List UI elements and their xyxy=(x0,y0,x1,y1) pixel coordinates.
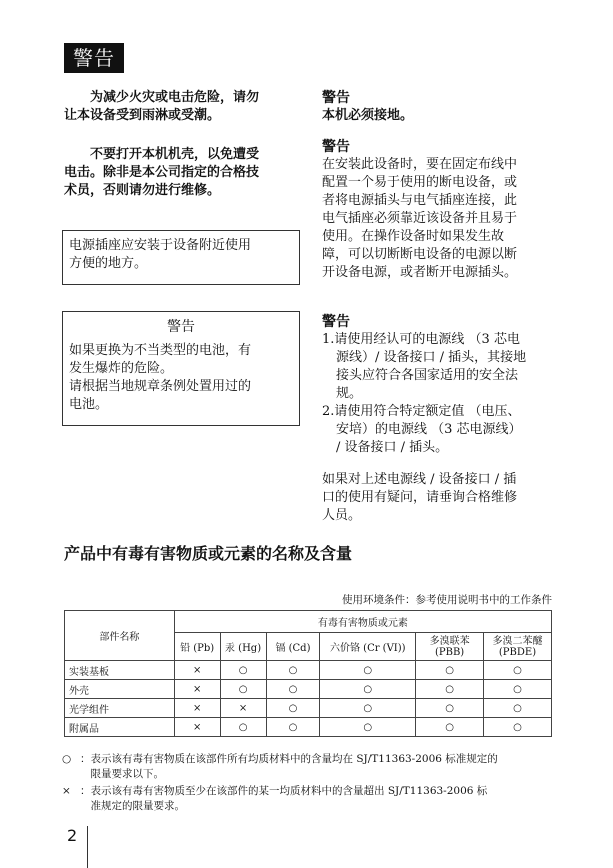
table-cell: ○ xyxy=(220,718,266,737)
battery-warning-text: 如果更换为不当类型的电池，有 发生爆炸的危险。 请根据当地规章条例处置用过的 电池。 xyxy=(69,343,252,412)
table-cell: ○ xyxy=(416,699,484,718)
legend-circle xyxy=(62,752,554,784)
column-header: 镉 (Cd) xyxy=(266,633,320,661)
disconnect-warning-text: 在安装此设备时，要在固定布线中 配置一个易于使用的断电设备，或 者将电源插头与电气插座连接，此 电气插座必须靠近该设备并且易于 使用。在操作设备时如果发生故 障，可以切断断电设备的电源以断 开设备电源，或者断开电源插头。 xyxy=(322,157,518,280)
substances-group-header: 有毒有害物质或元素 xyxy=(174,611,551,633)
table-cell: ○ xyxy=(266,718,320,737)
outlet-notice-text: 电源插座应安装于设备附近使用 方便的地方。 xyxy=(69,238,252,271)
table-cell: ○ xyxy=(484,680,552,699)
cabinet-warning: 不要打开本机机壳，以免遭受 电击。除非是本公司指定的合格技 术员，否则请勿进行维修。 xyxy=(64,147,260,198)
list-item: 2.请使用符合特定额定值 （电压、 安培）的电源线 （3 芯电源线） / 设备接口 / 插头。 xyxy=(322,404,522,455)
table-cell: ○ xyxy=(266,699,320,718)
table-cell: ○ xyxy=(416,680,484,699)
part-name: 实装基板 xyxy=(65,661,175,680)
page-divider xyxy=(87,826,88,868)
table-cell: ○ xyxy=(220,661,266,680)
fire-shock-warning: 为减少火灾或电击危险，请勿 让本设备受到雨淋或受潮。 xyxy=(64,90,260,123)
table-cell: ○ xyxy=(266,680,320,699)
table-cell: ○ xyxy=(416,661,484,680)
power-cord-footer: 如果对上述电源线 / 设备接口 / 插 口的使用有疑问，请垂询合格维修 人员。 xyxy=(322,472,518,523)
list-item: 1.请使用经认可的电源线 （3 芯电 源线）/ 设备接口 / 插头，其接地 接头应符合各国家适用的安全法 规。 xyxy=(322,332,527,401)
legend-text: ：表示该有毒有害物质至少在该部件的某一均质材料中的含量超出 SJ/T11363-2006 标 准规定的限量要求。 xyxy=(80,785,488,812)
column-header: 六价铬 (Cr (VI)) xyxy=(320,633,416,661)
battery-warning-box xyxy=(62,311,300,426)
operating-conditions: 使用环境条件：参考使用说明书中的工作条件 xyxy=(342,594,552,606)
legend-cross xyxy=(62,784,554,816)
disconnect-warning xyxy=(322,138,562,282)
table-cell: × xyxy=(174,680,220,699)
cross-symbol: × xyxy=(62,785,71,797)
grounding-warning-text: 本机必须接地。 xyxy=(322,108,414,123)
table-cell: × xyxy=(174,718,220,737)
grounding-warning-title: 警告 xyxy=(322,90,350,106)
grounding-warning xyxy=(322,89,562,125)
table-cell: × xyxy=(174,661,220,680)
warning-banner: 警告 xyxy=(64,43,124,73)
part-name: 外壳 xyxy=(65,680,175,699)
table-cell: ○ xyxy=(320,718,416,737)
part-name: 光学组件 xyxy=(65,699,175,718)
page-number: 2 xyxy=(67,826,78,845)
table-cell: ○ xyxy=(220,680,266,699)
table-row xyxy=(65,680,552,699)
column-header: 汞 (Hg) xyxy=(220,633,266,661)
power-cord-list xyxy=(322,331,562,457)
part-name: 附属品 xyxy=(65,718,175,737)
part-name-header: 部件名称 xyxy=(65,611,175,661)
table-cell: ○ xyxy=(484,718,552,737)
table-cell: ○ xyxy=(320,661,416,680)
table-cell: ○ xyxy=(484,661,552,680)
column-header: 多溴二苯醚 (PBDE) xyxy=(484,633,552,661)
disconnect-warning-title: 警告 xyxy=(322,139,350,155)
column-header: 多溴联苯 (PBB) xyxy=(416,633,484,661)
outlet-notice-box xyxy=(62,230,300,285)
table-cell: ○ xyxy=(416,718,484,737)
power-cord-warning xyxy=(322,313,562,525)
legend-text: ：表示该有毒有害物质在该部件所有均质材料中的含量均在 SJ/T11363-2006 标准规定的 限量要求以下。 xyxy=(80,753,498,780)
column-header: 铅 (Pb) xyxy=(174,633,220,661)
power-cord-warning-title: 警告 xyxy=(322,314,350,330)
table-cell: ○ xyxy=(484,699,552,718)
table-cell: × xyxy=(220,699,266,718)
table-cell: ○ xyxy=(266,661,320,680)
hazardous-substances-title: 产品中有毒有害物质或元素的名称及含量 xyxy=(64,544,353,563)
table-cell: × xyxy=(174,699,220,718)
battery-warning-title: 警告 xyxy=(167,319,195,335)
table-cell: ○ xyxy=(320,699,416,718)
table-header-row xyxy=(65,611,552,633)
table-cell: ○ xyxy=(320,680,416,699)
hazardous-substances-table xyxy=(64,610,552,737)
table-row xyxy=(65,661,552,680)
table-row xyxy=(65,699,552,718)
table-row xyxy=(65,718,552,737)
circle-symbol: ○ xyxy=(62,753,72,765)
